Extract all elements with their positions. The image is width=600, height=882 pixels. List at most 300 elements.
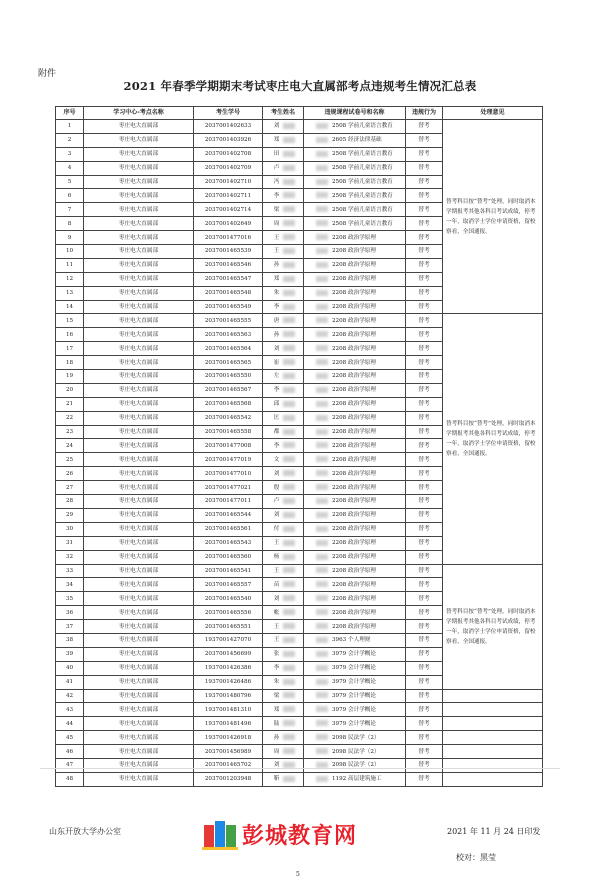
- cell-center: 枣庄电大直属部: [84, 661, 194, 675]
- student-name-text: 王: [273, 567, 280, 574]
- cell-action-note: 替考科目按“替考”处理，同时取消本学期报考其他各科目考试成绩，停考一年，取消学士学位申请资格，留校察看，全国通报。: [443, 120, 543, 314]
- cell-student-id: 2037001465539: [194, 245, 263, 259]
- table-row: [56, 717, 543, 731]
- redaction-blur: [283, 415, 295, 421]
- student-name-text: 王: [273, 623, 280, 630]
- course-text: 2098 民法学（2）: [332, 734, 380, 741]
- redaction-blur: [316, 401, 328, 407]
- redaction-blur: [283, 429, 295, 435]
- cell-name: [263, 328, 304, 342]
- table-row: [56, 731, 543, 745]
- redaction-blur: [283, 567, 295, 573]
- redaction-blur: [283, 220, 295, 226]
- cell-behavior: 替考: [406, 314, 443, 328]
- cell-no: 14: [56, 300, 84, 314]
- course-text: 2208 政治学原理: [332, 581, 376, 588]
- table-row: [56, 689, 543, 703]
- student-name-text: 孙: [273, 262, 280, 269]
- course-text: 2098 民法学（2）: [332, 762, 380, 769]
- cell-center: 枣庄电大直属部: [84, 550, 194, 564]
- table-row: [56, 703, 543, 717]
- cell-name: [263, 356, 304, 370]
- redaction-blur: [316, 498, 328, 504]
- cell-student-id: 2037001465542: [194, 411, 263, 425]
- cell-name: [263, 231, 304, 245]
- cell-name: [263, 633, 304, 647]
- redaction-blur: [283, 734, 295, 740]
- redaction-blur: [283, 234, 295, 240]
- cell-name: [263, 203, 304, 217]
- redaction-blur: [316, 415, 328, 421]
- cell-no: 23: [56, 425, 84, 439]
- redaction-blur: [283, 276, 295, 282]
- cell-course: [304, 258, 406, 272]
- student-name-text: 李: [273, 192, 280, 199]
- redaction-blur: [283, 651, 295, 657]
- student-name-text: 靳: [273, 776, 280, 783]
- cell-course: [304, 495, 406, 509]
- redaction-blur: [283, 623, 295, 629]
- cell-name: [263, 717, 304, 731]
- cell-course: [304, 245, 406, 259]
- cell-behavior: 替考: [406, 772, 443, 786]
- redaction-blur: [283, 262, 295, 268]
- cell-course: [304, 758, 406, 772]
- cell-student-id: 2037001402710: [194, 175, 263, 189]
- cell-behavior: 替考: [406, 717, 443, 731]
- course-text: 2605 经济法律基础: [332, 137, 382, 144]
- cell-course: [304, 772, 406, 786]
- cell-behavior: 替考: [406, 550, 443, 564]
- cell-behavior: 替考: [406, 703, 443, 717]
- table-row: [56, 745, 543, 759]
- col-header-no: 序号: [56, 107, 84, 120]
- cell-student-id: 2037001477010: [194, 467, 263, 481]
- cell-name: [263, 772, 304, 786]
- cell-center: 枣庄电大直属部: [84, 189, 194, 203]
- course-text: 3979 会计学概论: [332, 679, 376, 686]
- cell-name: [263, 383, 304, 397]
- redaction-blur: [316, 734, 328, 740]
- redaction-blur: [316, 345, 328, 351]
- cell-center: 枣庄电大直属部: [84, 411, 194, 425]
- redaction-blur: [283, 762, 295, 768]
- cell-name: [263, 647, 304, 661]
- cell-no: 20: [56, 383, 84, 397]
- course-text: 2508 学前儿童语言教育: [332, 165, 393, 172]
- cell-name: [263, 550, 304, 564]
- cell-name: [263, 120, 304, 134]
- cell-name: [263, 689, 304, 703]
- course-text: 3979 会计学概论: [332, 651, 376, 658]
- redaction-blur: [283, 192, 295, 198]
- redaction-blur: [316, 123, 328, 129]
- cell-no: 43: [56, 703, 84, 717]
- cell-behavior: 替考: [406, 758, 443, 772]
- redaction-blur: [316, 179, 328, 185]
- course-text: 2208 政治学原理: [332, 304, 376, 311]
- cell-no: 31: [56, 536, 84, 550]
- cell-name: [263, 189, 304, 203]
- cell-course: [304, 175, 406, 189]
- student-name-text: 王: [273, 234, 280, 241]
- cell-name: [263, 495, 304, 509]
- cell-center: 枣庄电大直属部: [84, 481, 194, 495]
- cell-no: 35: [56, 592, 84, 606]
- cell-student-id: 2037001465551: [194, 620, 263, 634]
- redaction-blur: [283, 540, 295, 546]
- cell-student-id: 2037001465544: [194, 508, 263, 522]
- cell-no: 40: [56, 661, 84, 675]
- redaction-blur: [316, 526, 328, 532]
- course-text: 2208 政治学原理: [332, 415, 376, 422]
- cell-name: [263, 175, 304, 189]
- redaction-blur: [283, 679, 295, 685]
- cell-center: 枣庄电大直属部: [84, 522, 194, 536]
- cell-no: 3: [56, 147, 84, 161]
- redaction-blur: [283, 151, 295, 157]
- redaction-blur: [283, 484, 295, 490]
- redaction-blur: [316, 137, 328, 143]
- cell-behavior: 替考: [406, 620, 443, 634]
- redaction-blur: [316, 512, 328, 518]
- cell-course: [304, 550, 406, 564]
- redaction-blur: [316, 581, 328, 587]
- course-text: 2508 学前儿童语言教育: [332, 151, 393, 158]
- cell-course: [304, 439, 406, 453]
- cell-name: [263, 467, 304, 481]
- course-text: 2508 学前儿童语言教育: [332, 206, 393, 213]
- cell-course: [304, 272, 406, 286]
- course-text: 2208 政治学原理: [332, 456, 376, 463]
- cell-course: [304, 620, 406, 634]
- cell-action-note: 替考科目按“替考”处理，同时取消本学期报考其他各科目考试成绩，停考一年，取消学士学位申请资格，留校察看，全国通报。: [443, 314, 543, 564]
- course-text: 2508 学前儿童语言教育: [332, 123, 393, 130]
- redaction-blur: [316, 359, 328, 365]
- course-text: 3979 会计学概论: [332, 706, 376, 713]
- cell-no: 2: [56, 133, 84, 147]
- cell-course: [304, 606, 406, 620]
- cell-behavior: 替考: [406, 328, 443, 342]
- cell-name: [263, 370, 304, 384]
- attachment-label: 附件: [38, 69, 57, 79]
- redaction-blur: [316, 151, 328, 157]
- cell-center: 枣庄电大直属部: [84, 272, 194, 286]
- course-text: 3963 个人理财: [332, 637, 371, 644]
- redaction-blur: [316, 554, 328, 560]
- cell-student-id: 2037001477011: [194, 495, 263, 509]
- cell-no: 24: [56, 439, 84, 453]
- redaction-blur: [316, 679, 328, 685]
- cell-center: 枣庄电大直属部: [84, 425, 194, 439]
- cell-behavior: 替考: [406, 495, 443, 509]
- cell-course: [304, 453, 406, 467]
- redaction-blur: [283, 317, 295, 323]
- cell-behavior: 替考: [406, 411, 443, 425]
- redaction-blur: [283, 581, 295, 587]
- cell-no: 27: [56, 481, 84, 495]
- course-text: 3979 会计学概论: [332, 692, 376, 699]
- cell-action-empty: [443, 731, 543, 745]
- redaction-blur: [283, 692, 295, 698]
- col-header-behavior: 违规行为: [406, 107, 443, 120]
- redaction-blur: [316, 776, 328, 782]
- cell-student-id: 2037001465557: [194, 578, 263, 592]
- cell-course: [304, 383, 406, 397]
- course-text: 2208 政治学原理: [332, 623, 376, 630]
- table-row: [56, 772, 543, 786]
- redaction-blur: [283, 720, 295, 726]
- course-text: 2208 政治学原理: [332, 526, 376, 533]
- cell-course: [304, 578, 406, 592]
- cell-name: [263, 453, 304, 467]
- col-header-student-id: 考生学号: [194, 107, 263, 120]
- cell-name: [263, 300, 304, 314]
- cell-student-id: 2037001465567: [194, 383, 263, 397]
- cell-center: 枣庄电大直属部: [84, 703, 194, 717]
- student-name-text: 李: [273, 304, 280, 311]
- cell-name: [263, 217, 304, 231]
- cell-center: 枣庄电大直属部: [84, 453, 194, 467]
- cell-center: 枣庄电大直属部: [84, 286, 194, 300]
- cell-no: 32: [56, 550, 84, 564]
- cell-action-empty: [443, 772, 543, 786]
- cell-student-id: 2037001456989: [194, 745, 263, 759]
- course-text: 2508 学前儿童语言教育: [332, 192, 393, 199]
- cell-student-id: 1937001426386: [194, 661, 263, 675]
- redaction-blur: [316, 595, 328, 601]
- redaction-blur: [316, 429, 328, 435]
- cell-student-id: 2037001465702: [194, 758, 263, 772]
- cell-center: 枣庄电大直属部: [84, 314, 194, 328]
- cell-no: 45: [56, 731, 84, 745]
- redaction-blur: [316, 165, 328, 171]
- cell-no: 37: [56, 620, 84, 634]
- student-name-text: 崔: [273, 359, 280, 366]
- student-name-text: 邱: [273, 401, 280, 408]
- cell-no: 36: [56, 606, 84, 620]
- redaction-blur: [316, 456, 328, 462]
- course-text: 2208 政治学原理: [332, 373, 376, 380]
- course-text: 2208 政治学原理: [332, 595, 376, 602]
- redaction-blur: [316, 692, 328, 698]
- cell-no: 13: [56, 286, 84, 300]
- cell-no: 26: [56, 467, 84, 481]
- cell-no: 44: [56, 717, 84, 731]
- redaction-blur: [283, 470, 295, 476]
- redaction-blur: [316, 665, 328, 671]
- cell-course: [304, 397, 406, 411]
- course-text: 2508 学前儿童语言教育: [332, 220, 393, 227]
- student-name-text: 李: [273, 442, 280, 449]
- redaction-blur: [316, 651, 328, 657]
- cell-course: [304, 703, 406, 717]
- redaction-blur: [316, 192, 328, 198]
- cell-center: 枣庄电大直属部: [84, 370, 194, 384]
- cell-no: 9: [56, 231, 84, 245]
- cell-name: [263, 133, 304, 147]
- cell-no: 11: [56, 258, 84, 272]
- student-name-text: 周: [273, 748, 280, 755]
- redaction-blur: [316, 484, 328, 490]
- redaction-blur: [316, 206, 328, 212]
- cell-no: 28: [56, 495, 84, 509]
- cell-center: 枣庄电大直属部: [84, 120, 194, 134]
- cell-center: 枣庄电大直属部: [84, 175, 194, 189]
- cell-no: 30: [56, 522, 84, 536]
- student-name-text: 卢: [273, 165, 280, 172]
- cell-action-empty: [443, 745, 543, 759]
- course-text: 2208 政治学原理: [332, 234, 376, 241]
- col-header-action: 处理意见: [443, 107, 543, 120]
- redaction-blur: [283, 290, 295, 296]
- cell-student-id: 1937001426486: [194, 675, 263, 689]
- cell-center: 枣庄电大直属部: [84, 133, 194, 147]
- cell-behavior: 替考: [406, 689, 443, 703]
- cell-name: [263, 564, 304, 578]
- cell-name: [263, 578, 304, 592]
- cell-no: 10: [56, 245, 84, 259]
- student-name-text: 刘: [273, 762, 280, 769]
- redaction-blur: [316, 567, 328, 573]
- student-name-text: 唐: [273, 317, 280, 324]
- cell-behavior: 替考: [406, 661, 443, 675]
- cell-course: [304, 647, 406, 661]
- cell-student-id: 2037001465550: [194, 370, 263, 384]
- cell-no: 29: [56, 508, 84, 522]
- cell-behavior: 替考: [406, 675, 443, 689]
- redaction-blur: [316, 290, 328, 296]
- cell-center: 枣庄电大直属部: [84, 536, 194, 550]
- course-text: 2208 政治学原理: [332, 276, 376, 283]
- cell-student-id: 2037001465560: [194, 550, 263, 564]
- cell-course: [304, 189, 406, 203]
- cell-center: 枣庄电大直属部: [84, 328, 194, 342]
- cell-no: 33: [56, 564, 84, 578]
- student-name-text: 孙: [273, 734, 280, 741]
- course-text: 2508 学前儿童语言教育: [332, 179, 393, 185]
- cell-name: [263, 536, 304, 550]
- cell-course: [304, 717, 406, 731]
- redaction-blur: [283, 401, 295, 407]
- cell-student-id: 2037001465563: [194, 328, 263, 342]
- cell-behavior: 替考: [406, 370, 443, 384]
- student-name-text: 苗: [273, 581, 280, 588]
- cell-course: [304, 231, 406, 245]
- cell-course: [304, 508, 406, 522]
- cell-center: 枣庄电大直属部: [84, 731, 194, 745]
- redaction-blur: [316, 540, 328, 546]
- cell-student-id: 2037001465565: [194, 356, 263, 370]
- cell-student-id: 1937001427070: [194, 633, 263, 647]
- cell-behavior: 替考: [406, 508, 443, 522]
- redaction-blur: [283, 137, 295, 143]
- cell-course: [304, 425, 406, 439]
- course-text: 2208 政治学原理: [332, 359, 376, 366]
- cell-name: [263, 745, 304, 759]
- cell-no: 8: [56, 217, 84, 231]
- cell-no: 46: [56, 745, 84, 759]
- table-row: [56, 758, 543, 772]
- redaction-blur: [316, 331, 328, 337]
- cell-student-id: 2037001465546: [194, 258, 263, 272]
- redaction-blur: [283, 512, 295, 518]
- student-name-text: 杨: [273, 554, 280, 561]
- cell-no: 25: [56, 453, 84, 467]
- cell-action-note: 替考科目按“替考”处理，同时取消本学期报考其他各科目考试成绩，停考一年，取消学士学位申请资格，留校察看，全国通报。: [443, 564, 543, 689]
- cell-behavior: 替考: [406, 286, 443, 300]
- cell-course: [304, 161, 406, 175]
- cell-course: [304, 342, 406, 356]
- cell-no: 6: [56, 189, 84, 203]
- cell-student-id: 2037001465556: [194, 606, 263, 620]
- cell-no: 39: [56, 647, 84, 661]
- cell-no: 42: [56, 689, 84, 703]
- course-text: 2208 政治学原理: [332, 429, 376, 436]
- cell-course: [304, 481, 406, 495]
- cell-student-id: 2037001465561: [194, 522, 263, 536]
- cell-center: 枣庄电大直属部: [84, 578, 194, 592]
- redaction-blur: [283, 179, 295, 185]
- cell-course: [304, 564, 406, 578]
- redaction-blur: [283, 498, 295, 504]
- col-header-course: 违规课程试卷号和名称: [304, 107, 406, 120]
- student-name-text: 刘: [273, 512, 280, 519]
- student-name-text: 陆: [273, 720, 280, 727]
- cell-behavior: 替考: [406, 647, 443, 661]
- redaction-blur: [283, 359, 295, 365]
- cell-student-id: 1937001426918: [194, 731, 263, 745]
- cell-course: [304, 356, 406, 370]
- course-text: 2208 政治学原理: [332, 401, 376, 408]
- watermark-logo-text: 彭城教育网: [242, 824, 358, 849]
- cell-no: 19: [56, 370, 84, 384]
- cell-center: 枣庄电大直属部: [84, 675, 194, 689]
- cell-center: 枣庄电大直属部: [84, 647, 194, 661]
- course-text: 2208 政治学原理: [332, 290, 376, 297]
- redaction-blur: [316, 609, 328, 615]
- cell-student-id: 2037001203948: [194, 772, 263, 786]
- student-name-text: 殷: [273, 484, 280, 491]
- redaction-blur: [283, 165, 295, 171]
- cell-student-id: 2037001465568: [194, 397, 263, 411]
- cell-course: [304, 592, 406, 606]
- redaction-blur: [283, 776, 295, 782]
- redaction-blur: [283, 331, 295, 337]
- redaction-blur: [283, 637, 295, 643]
- course-text: 3979 会计学概论: [332, 665, 376, 672]
- cell-center: 枣庄电大直属部: [84, 564, 194, 578]
- student-name-text: 都: [273, 429, 280, 436]
- cell-course: [304, 203, 406, 217]
- cell-no: 41: [56, 675, 84, 689]
- redaction-blur: [316, 317, 328, 323]
- cell-no: 22: [56, 411, 84, 425]
- cell-name: [263, 439, 304, 453]
- student-name-text: 王: [273, 637, 280, 644]
- redaction-blur: [316, 720, 328, 726]
- cell-no: 1: [56, 120, 84, 134]
- cell-student-id: 2037001402709: [194, 161, 263, 175]
- page-title: 2021 年春季学期期末考试枣庄电大直属部考点违规考生情况汇总表: [123, 79, 477, 93]
- student-name-text: 刘: [273, 345, 280, 352]
- cell-student-id: 2037001465547: [194, 272, 263, 286]
- course-text: 1192 高层建筑施工: [332, 776, 382, 783]
- course-text: 2208 政治学原理: [332, 609, 376, 616]
- cell-name: [263, 314, 304, 328]
- cell-center: 枣庄电大直属部: [84, 342, 194, 356]
- student-name-text: 王: [273, 248, 280, 255]
